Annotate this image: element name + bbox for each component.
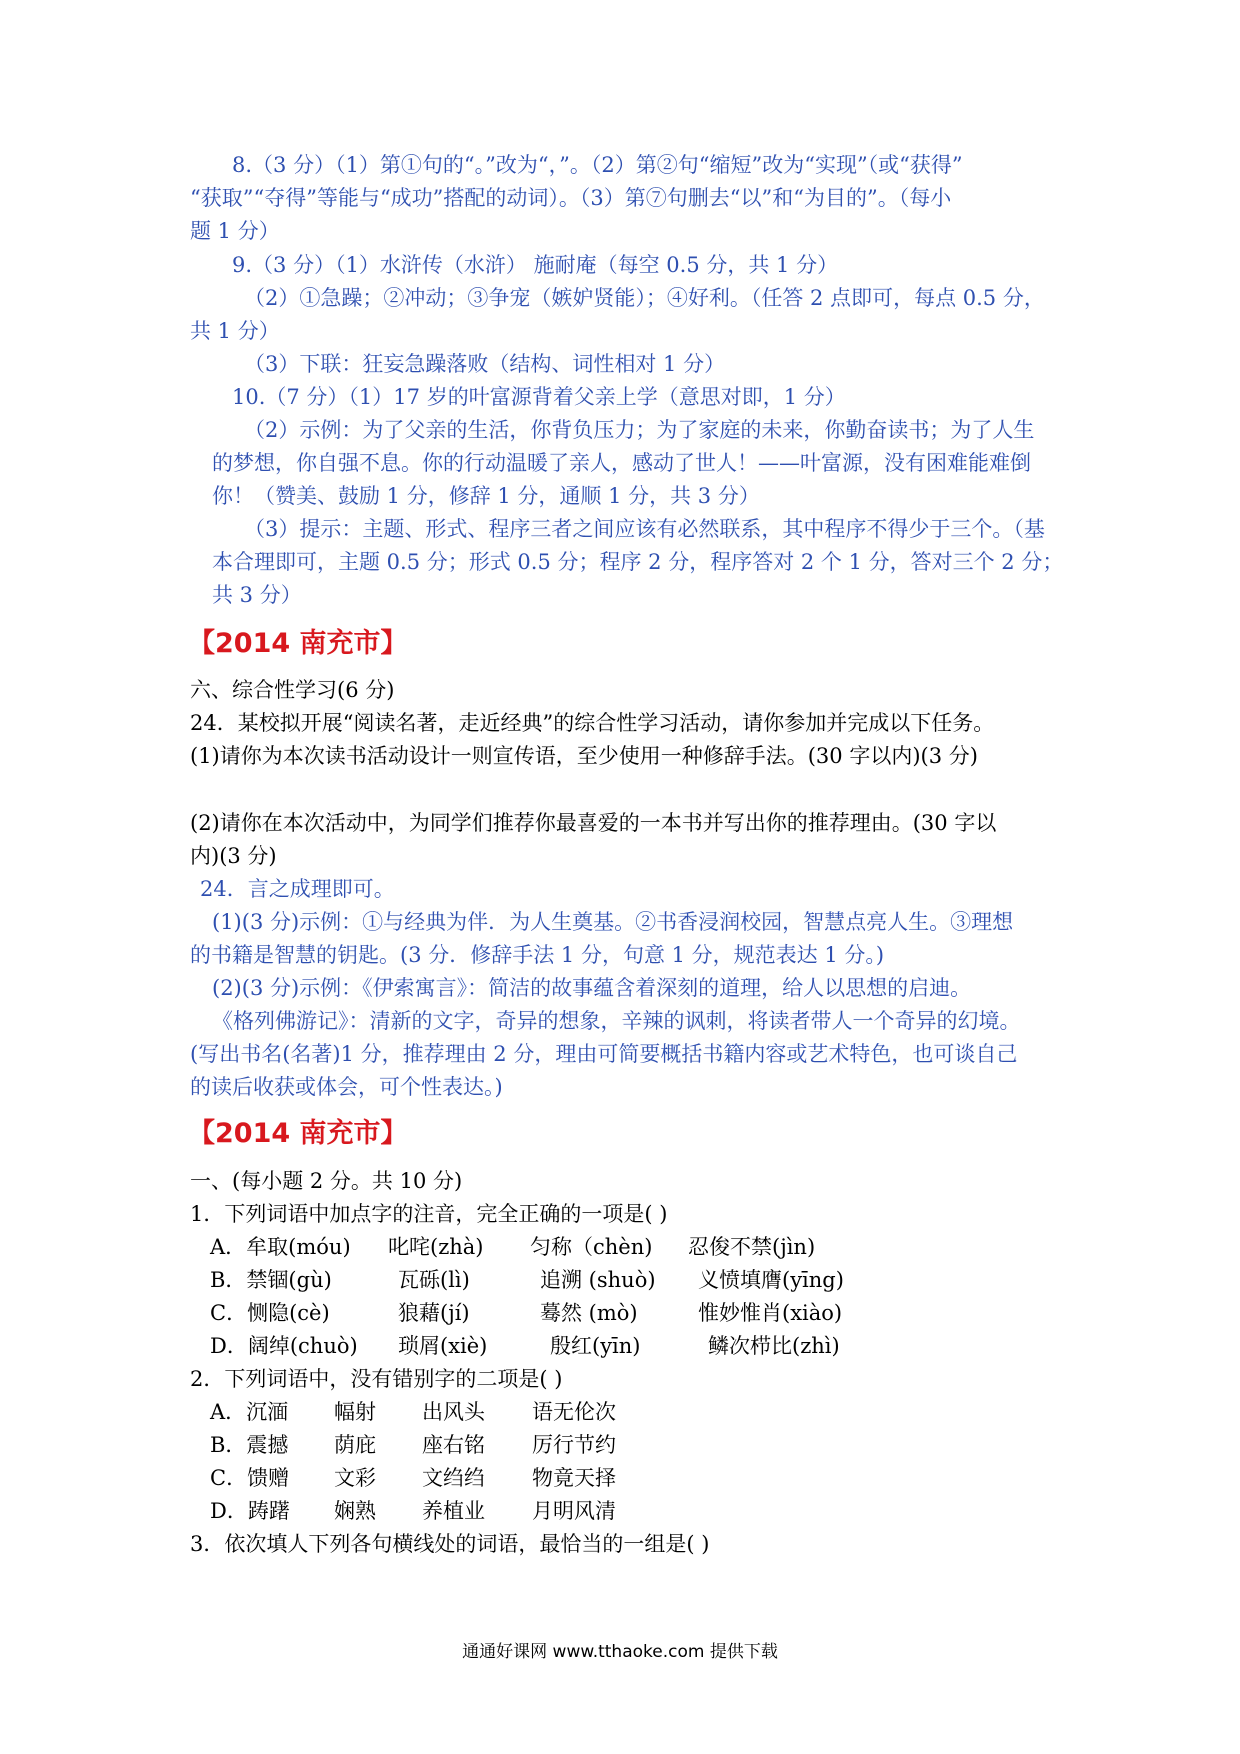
- question-24-part-1: (1)请你为本次读书活动设计一则宣传语，至少使用一种修辞手法。(30 字以内)(3 分): [190, 744, 978, 768]
- option-item: 养植业: [422, 1499, 485, 1523]
- option-item: C．恻隐(cè): [210, 1301, 330, 1325]
- question-24-part-2-line-2: 内)(3 分): [190, 844, 277, 868]
- answer-8-line-2: “获取”“夺得”等能与“成功”搭配的动词）。（3）第⑦句删去“以”和“为目的”。（每小: [190, 186, 952, 210]
- option-item: 语无伦次: [532, 1400, 616, 1424]
- option-item: 文彩: [334, 1466, 376, 1490]
- answer-24-line-3: 的书籍是智慧的钥匙。(3 分．修辞手法 1 分，句意 1 分，规范表达 1 分。): [190, 943, 885, 967]
- answer-10-line-5: （3）提示：主题、形式、程序三者之间应该有必然联系，其中程序不得少于三个。（基: [244, 517, 1045, 541]
- option-item: A．沉湎: [210, 1400, 289, 1424]
- option-item: 殷红(yīn): [550, 1334, 641, 1358]
- answer-8-line-1: 8.（3 分）（1）第①句的“。”改为“，”。（2）第②句“缩短”改为“实现”（或“获得”: [232, 153, 963, 177]
- option-item: 狼藉(jí): [398, 1301, 470, 1325]
- answer-10-line-3: 的梦想，你自强不息。你的行动温暖了亲人，感动了世人！——叶富源，没有困难能难倒: [212, 451, 1031, 475]
- option-item: 叱咤(zhà): [388, 1235, 484, 1259]
- question-3-stem: 3．依次填人下列各句横线处的词语，最恰当的一组是( ): [190, 1532, 710, 1556]
- answer-10-line-1: 10.（7 分）（1）17 岁的叶富源背着父亲上学（意思对即，1 分）: [232, 385, 846, 409]
- answer-8-line-3: 题 1 分）: [190, 219, 280, 243]
- option-item: 月明风清: [532, 1499, 616, 1523]
- option-item: 匀称（chèn): [530, 1235, 653, 1259]
- question-24-stem: 24．某校拟开展“阅读名著，走近经典”的综合性学习活动，请你参加并完成以下任务。: [190, 711, 995, 735]
- section-heading-nanchong-2: 【2014 南充市】: [188, 1118, 408, 1149]
- answer-9-line-3: 共 1 分）: [190, 319, 280, 343]
- page-footer: 通通好课网 www.tthaoke.com 提供下载: [462, 1642, 778, 1662]
- question-2-stem: 2．下列词语中，没有错别字的二项是( ): [190, 1367, 563, 1391]
- option-item: 座右铭: [422, 1433, 485, 1457]
- option-item: 荫庇: [334, 1433, 376, 1457]
- answer-9-line-4: （3）下联：狂妄急躁落败（结构、词性相对 1 分）: [244, 352, 726, 376]
- answer-10-line-7: 共 3 分）: [212, 583, 302, 607]
- option-item: 蓦然 (mò): [540, 1301, 638, 1325]
- answer-24-line-5: 《格列佛游记》：清新的文字，奇异的想象，辛辣的讽刺，将读者带人一个奇异的幻境。: [212, 1009, 1021, 1033]
- option-item: 娴熟: [334, 1499, 376, 1523]
- answer-24-line-1: 24．言之成理即可。: [200, 877, 395, 901]
- question-24-part-2-line-1: (2)请你在本次活动中，为同学们推荐你最喜爱的一本书并写出你的推荐理由。(30 字以: [190, 811, 997, 835]
- option-item: D．踌躇: [210, 1499, 290, 1523]
- answer-9-line-2: （2）①急躁；②冲动；③争宠（嫉妒贤能）；④好利。（任答 2 点即可，每点 0.5 分，: [244, 286, 1045, 310]
- option-item: 义愤填膺(yīng): [698, 1268, 844, 1292]
- option-item: 厉行节约: [532, 1433, 616, 1457]
- option-item: 文绉绉: [422, 1466, 485, 1490]
- option-item: D．阔绰(chuò): [210, 1334, 358, 1358]
- section-heading-nanchong-1: 【2014 南充市】: [188, 628, 408, 659]
- answer-10-line-6: 本合理即可，主题 0.5 分；形式 0.5 分；程序 2 分，程序答对 2 个 1 分，答对三个 2 分；: [212, 550, 1064, 574]
- answer-24-line-6: (写出书名(名著)1 分，推荐理由 2 分，理由可简要概括书籍内容或艺术特色，也可谈自己: [190, 1042, 1018, 1066]
- answer-24-line-7: 的读后收获或体会，可个性表达。): [190, 1075, 503, 1099]
- option-item: B．震撼: [210, 1433, 289, 1457]
- answer-9-line-1: 9.（3 分）（1）水浒传（水浒） 施耐庵（每空 0.5 分，共 1 分）: [232, 253, 839, 277]
- option-item: 瓦砾(lì): [398, 1268, 470, 1292]
- option-item: 惟妙惟肖(xiào): [698, 1301, 843, 1325]
- option-item: 出风头: [422, 1400, 485, 1424]
- option-item: 忍俊不禁(jìn): [688, 1235, 816, 1259]
- section-6-title: 六、综合性学习(6 分): [190, 678, 395, 702]
- part-1-title: 一、(每小题 2 分。共 10 分): [190, 1169, 463, 1193]
- option-item: C．馈赠: [210, 1466, 290, 1490]
- option-item: 鳞次栉比(zhì): [708, 1334, 840, 1358]
- answer-24-line-4: (2)(3 分)示例：《伊索寓言》：简洁的故事蕴含着深刻的道理，给人以思想的启迪。: [212, 976, 972, 1000]
- option-item: B．禁锢(gù): [210, 1268, 332, 1292]
- question-1-stem: 1．下列词语中加点字的注音，完全正确的一项是( ): [190, 1202, 668, 1226]
- option-item: 物竟天择: [532, 1466, 616, 1490]
- option-item: A．牟取(móu): [210, 1235, 351, 1259]
- answer-10-line-4: 你！（赞美、鼓励 1 分，修辞 1 分，通顺 1 分，共 3 分）: [212, 484, 760, 508]
- option-item: 琐屑(xiè): [398, 1334, 488, 1358]
- option-item: 追溯 (shuò): [540, 1268, 656, 1292]
- answer-10-line-2: （2）示例：为了父亲的生活，你背负压力；为了家庭的未来，你勤奋读书；为了人生: [244, 418, 1035, 442]
- option-item: 幅射: [334, 1400, 376, 1424]
- answer-24-line-2: (1)(3 分)示例：①与经典为伴．为人生奠基。②书香浸润校园，智慧点亮人生。③理想: [212, 910, 1014, 934]
